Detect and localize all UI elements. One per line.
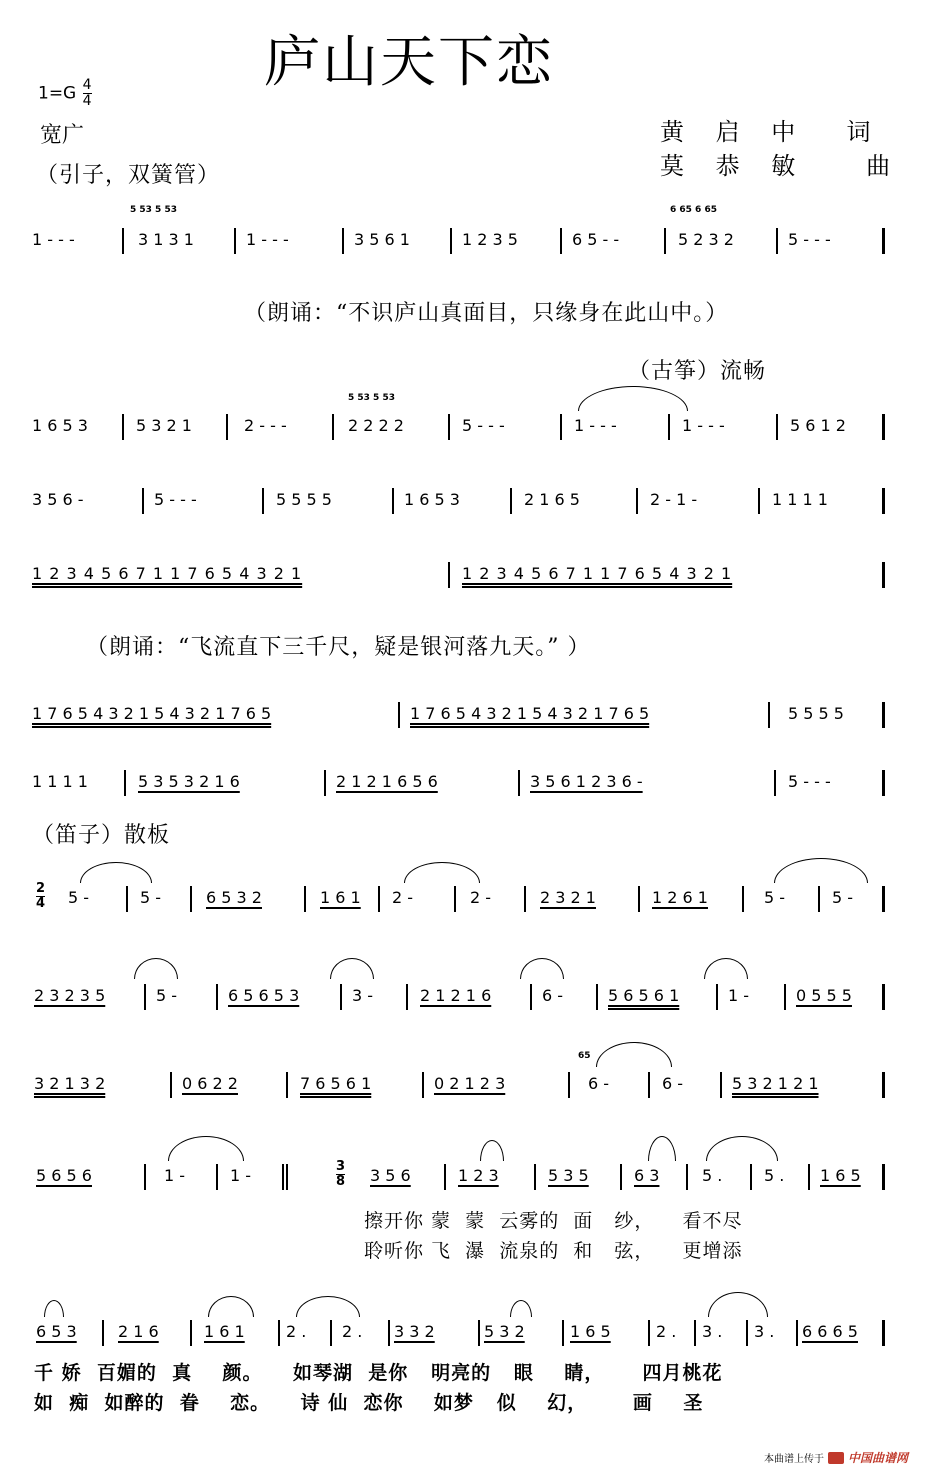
grace-notes: 5 53 5 53 [348, 393, 395, 403]
measure: 1 1 1 1 [772, 490, 828, 509]
guzheng-marking: （古筝）流畅 [628, 359, 767, 384]
lyric-line: 千 娇 百媚的 真 颜。 如琴湖 是你 明亮的 眼 睛， 四月桃花 [34, 1362, 723, 1384]
bar-line [560, 228, 562, 254]
slur-arc [44, 1300, 64, 1317]
bar-line [378, 886, 380, 912]
tie-arc [168, 1136, 244, 1161]
measure: 1 - - - [574, 416, 617, 435]
key-label: 1=G [38, 83, 77, 104]
slur-arc [648, 1136, 676, 1161]
bar-line [758, 488, 760, 514]
bar-line [262, 488, 264, 514]
time-signature [83, 78, 92, 109]
bar-line [102, 1320, 104, 1346]
bar-line [450, 228, 452, 254]
measure: 3 . [754, 1322, 775, 1341]
measure: 5 6 1 2 [790, 416, 846, 435]
measure: 2 1 6 [118, 1322, 159, 1341]
bar-line [126, 886, 128, 912]
staff-row-10 [30, 1159, 892, 1192]
bar-line [122, 228, 124, 254]
measure: 1 - - - [246, 230, 289, 249]
measure: 5 - [156, 986, 178, 1005]
measure: 3 5 6 1 [354, 230, 410, 249]
bar-line [304, 886, 306, 912]
tie-arc [296, 1296, 360, 1317]
staff-row-8 [30, 982, 892, 1012]
measure: 5 3 5 [548, 1166, 589, 1185]
time-top: 2 [36, 881, 46, 896]
measure: 1 - - - [682, 416, 725, 435]
bar-line [524, 886, 526, 912]
bar-line [664, 228, 666, 254]
bar-line [282, 1164, 284, 1190]
bar-line [478, 1320, 480, 1346]
bar-line [776, 228, 778, 254]
measure: 6 5 6 5 3 [228, 986, 300, 1005]
measure: 0 6 2 2 [182, 1074, 238, 1093]
bar-line-end [882, 1164, 885, 1190]
bar-line [784, 984, 786, 1010]
lyric-line: 如 痴 如醉的 眷 恋。 诗 仙 恋你 如梦 似 幻， 画 圣 [34, 1392, 704, 1414]
bar-line [808, 1164, 810, 1190]
staff-row-3 [30, 486, 892, 516]
bar-line [568, 1072, 570, 1098]
grace-notes: 6 65 6 65 [670, 205, 717, 215]
measure: 6 6 6 5 [802, 1322, 858, 1341]
measure: 5 - [140, 888, 162, 907]
tie-arc [774, 858, 868, 883]
bar-line [774, 770, 776, 796]
bar-line [330, 1320, 332, 1346]
measure: 1 2 6 1 [652, 888, 708, 907]
bar-line-end [882, 886, 885, 912]
time-bottom: 4 [82, 93, 92, 109]
bar-line [716, 984, 718, 1010]
measure: 5 . [702, 1166, 723, 1185]
measure: 7 6 5 6 1 [300, 1074, 372, 1093]
measure: 6 - [588, 1074, 610, 1093]
bar-line-end [882, 414, 885, 440]
bar-line [142, 488, 144, 514]
measure: 0 2 1 2 3 [434, 1074, 506, 1093]
bar-line [560, 414, 562, 440]
bar-line [324, 770, 326, 796]
footer-watermark [764, 1449, 908, 1466]
bar-line [636, 488, 638, 514]
measure: 1 6 5 3 [404, 490, 460, 509]
measure: 1 2 3 4 5 6 7 1 1 7 6 5 4 3 2 1 [32, 564, 303, 583]
measure: 5 5 5 5 [788, 704, 844, 723]
bar-line [768, 702, 770, 728]
measure: 2 - - - [244, 416, 287, 435]
bar-line [668, 414, 670, 440]
bar-line [144, 1164, 146, 1190]
bar-line [124, 770, 126, 796]
site-logo-icon [828, 1452, 844, 1464]
bar-line [444, 1164, 446, 1190]
bar-line [234, 228, 236, 254]
measure: 1 6 5 [820, 1166, 861, 1185]
measure: 2 1 2 1 6 5 6 [336, 772, 438, 791]
tempo-marking: 宽广 [40, 123, 85, 148]
measure: 2 1 6 5 [524, 490, 580, 509]
bar-line [720, 1072, 722, 1098]
measure: 1 7 6 5 4 3 2 1 5 4 3 2 1 7 6 5 [410, 704, 650, 723]
bar-line [596, 984, 598, 1010]
measure: 2 . [656, 1322, 677, 1341]
bar-line [750, 1164, 752, 1190]
measure: 2 - [392, 888, 414, 907]
bar-line [454, 886, 456, 912]
measure: 5 6 5 6 1 [608, 986, 680, 1005]
footer-site[interactable]: 中国曲谱网 [847, 1451, 908, 1465]
tie-arc [330, 958, 374, 979]
measure: 5 - - - [154, 490, 197, 509]
measure: 3 2 1 3 2 [34, 1074, 106, 1093]
bar-line [648, 1072, 650, 1098]
measure: 5 - - - [462, 416, 505, 435]
measure: 2 3 2 1 [540, 888, 596, 907]
tie-arc [520, 958, 564, 979]
measure: 0 5 5 5 [796, 986, 852, 1005]
bar-line [286, 1072, 288, 1098]
tie-arc [704, 958, 748, 979]
measure: 6 5 - - [572, 230, 620, 249]
bar-line [332, 414, 334, 440]
measure: 1 - [728, 986, 750, 1005]
time-signature-3-8 [336, 1160, 345, 1189]
tie-arc [708, 1292, 768, 1317]
bar-line [448, 414, 450, 440]
staff-row-7 [30, 881, 892, 914]
bar-line [518, 770, 520, 796]
measure: 2 - [470, 888, 492, 907]
lyric-line: 聆听你 飞 瀑 流泉的 和 弦， 更增添 [364, 1240, 743, 1262]
bar-line [796, 1320, 798, 1346]
dizi-marking: （笛子）散板 [32, 823, 171, 848]
grace-notes: 5 53 5 53 [130, 205, 177, 215]
tie-arc [706, 1136, 778, 1161]
measure: 2 1 2 1 6 [420, 986, 492, 1005]
intro-instrument: （引子，双簧管） [36, 163, 221, 188]
measure: 6 - [542, 986, 564, 1005]
measure: 6 5 3 [36, 1322, 77, 1341]
slur-arc [208, 1296, 254, 1317]
tie-arc [596, 1042, 672, 1067]
measure: 5 3 2 1 2 1 [732, 1074, 819, 1093]
measure: 5 3 5 3 2 1 6 [138, 772, 240, 791]
staff-row-6 [30, 768, 892, 798]
page-title: 庐山天下恋 [264, 30, 554, 95]
staff-row-5 [30, 700, 892, 730]
measure: 1 6 5 3 [32, 416, 88, 435]
bar-line [278, 1320, 280, 1346]
bar-line [190, 886, 192, 912]
measure: 1 2 3 [458, 1166, 499, 1185]
bar-line-end [882, 770, 885, 796]
bar-line [510, 488, 512, 514]
lyricist-credit: 黄 启 中 词 [660, 118, 883, 146]
bar-line [216, 984, 218, 1010]
bar-line [190, 1320, 192, 1346]
staff-row-9 [30, 1051, 892, 1100]
slur-arc [510, 1300, 532, 1317]
measure: 2 - 1 - [650, 490, 698, 509]
measure: 5 . [764, 1166, 785, 1185]
bar-line [388, 1320, 390, 1346]
bar-line [342, 228, 344, 254]
measure: 5 5 5 5 [276, 490, 332, 509]
bar-line-end [882, 562, 885, 588]
bar-line [448, 562, 450, 588]
bar-line [746, 1320, 748, 1346]
time-bottom: 8 [336, 1174, 346, 1189]
measure: 5 2 3 2 [678, 230, 734, 249]
time-top: 4 [82, 77, 92, 93]
measure: 1 - [230, 1166, 252, 1185]
measure: 3 5 6 - [32, 490, 84, 509]
measure: 3 5 6 1 2 3 6 - [530, 772, 643, 791]
bar-line [392, 488, 394, 514]
footer-text: 本曲谱上传于 [763, 1454, 824, 1465]
measure: 3 - [352, 986, 374, 1005]
bar-line [122, 414, 124, 440]
staff-row-1 [30, 205, 892, 256]
measure: 6 - [662, 1074, 684, 1093]
bar-line [534, 1164, 536, 1190]
slur-arc [480, 1140, 504, 1161]
measure: 5 6 5 6 [36, 1166, 92, 1185]
bar-line [226, 414, 228, 440]
tie-arc [578, 386, 688, 411]
bar-line [422, 1072, 424, 1098]
bar-line [562, 1320, 564, 1346]
measure: 2 . [342, 1322, 363, 1341]
tie-arc [134, 958, 178, 979]
measure: 6 3 [634, 1166, 660, 1185]
bar-line-end [882, 1072, 885, 1098]
bar-line [170, 1072, 172, 1098]
bar-line [686, 1164, 688, 1190]
key-signature [38, 78, 92, 109]
tie-arc [404, 862, 480, 883]
measure: 5 - [764, 888, 786, 907]
measure: 2 2 2 2 [348, 416, 404, 435]
measure: 5 - [832, 888, 854, 907]
measure: 1 1 1 1 [32, 772, 88, 791]
bar-line [530, 984, 532, 1010]
measure: 3 3 2 [394, 1322, 435, 1341]
staff-row-11 [30, 1318, 892, 1348]
measure: 3 5 6 [370, 1166, 411, 1185]
staff-row-4 [30, 560, 892, 590]
bar-line-end [882, 984, 885, 1010]
repeat-bar [286, 1164, 288, 1190]
measure: 3 1 3 1 [138, 230, 194, 249]
bar-line-end [882, 1320, 885, 1346]
measure: 1 - - - [32, 230, 75, 249]
measure: 2 3 2 3 5 [34, 986, 106, 1005]
bar-line [776, 414, 778, 440]
measure: 1 - [164, 1166, 186, 1185]
measure: 1 6 1 [320, 888, 361, 907]
measure: 5 3 2 [484, 1322, 525, 1341]
measure: 5 3 2 1 [136, 416, 192, 435]
measure: 5 - [68, 888, 90, 907]
measure: 6 5 3 2 [206, 888, 262, 907]
measure: 1 2 3 5 [462, 230, 518, 249]
measure: 1 7 6 5 4 3 2 1 5 4 3 2 1 7 6 5 [32, 704, 272, 723]
staff-row-2 [30, 393, 892, 442]
recitation-2: （朗诵：“飞流直下三千尺，疑是银河落九天。” ） [86, 635, 591, 660]
measure: 2 . [286, 1322, 307, 1341]
grace-notes: 65 [578, 1051, 591, 1061]
bar-line-end [882, 228, 885, 254]
bar-line [620, 1164, 622, 1190]
lyric-line: 擦开你 蒙 蒙 云雾的 面 纱， 看不尽 [364, 1210, 743, 1232]
measure: 1 2 3 4 5 6 7 1 1 7 6 5 4 3 2 1 [462, 564, 733, 583]
measure: 5 - - - [788, 772, 831, 791]
composer-credit: 莫 恭 敏 曲 [660, 152, 903, 180]
bar-line [648, 1320, 650, 1346]
tie-arc [80, 862, 152, 883]
bar-line [340, 984, 342, 1010]
bar-line [406, 984, 408, 1010]
measure: 1 6 1 [204, 1322, 245, 1341]
bar-line [638, 886, 640, 912]
bar-line [694, 1320, 696, 1346]
bar-line-end [882, 702, 885, 728]
recitation-1: （朗诵：“不识庐山真面目，只缘身在此山中。） [244, 301, 729, 326]
measure: 5 - - - [788, 230, 831, 249]
bar-line [742, 886, 744, 912]
bar-line [144, 984, 146, 1010]
bar-line [398, 702, 400, 728]
bar-line [216, 1164, 218, 1190]
measure: 3 . [702, 1322, 723, 1341]
bar-line [818, 886, 820, 912]
time-bottom: 4 [36, 896, 46, 911]
measure: 1 6 5 [570, 1322, 611, 1341]
bar-line-end [882, 488, 885, 514]
time-top: 3 [336, 1159, 346, 1174]
